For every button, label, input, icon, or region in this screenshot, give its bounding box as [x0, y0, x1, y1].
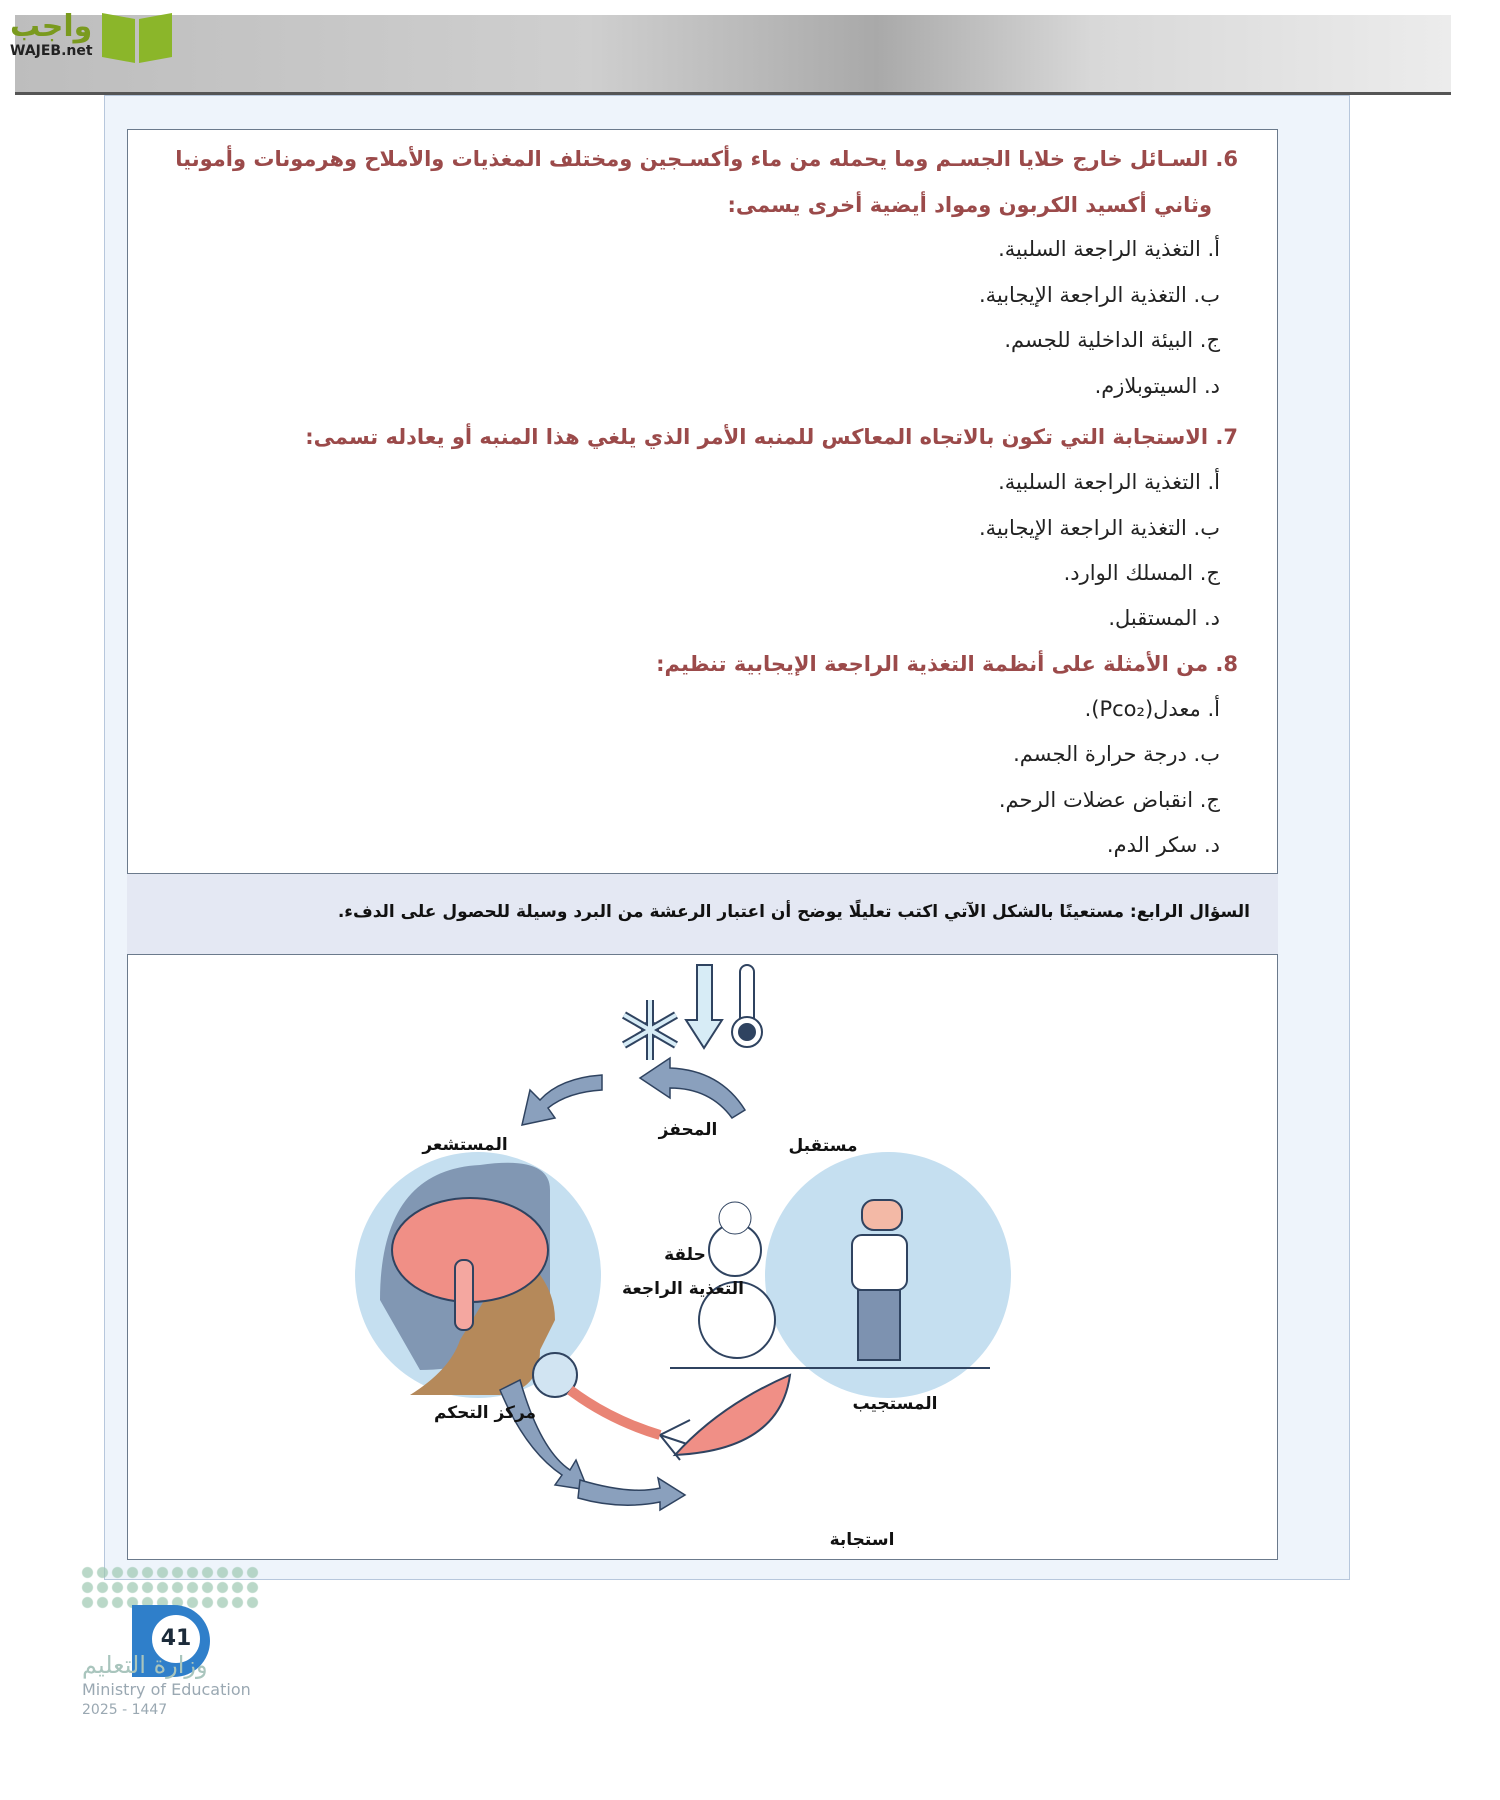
logo-arabic: واجب [10, 9, 93, 44]
q6-option-c[interactable]: ج. البيئة الداخلية للجسم. [1004, 328, 1220, 352]
question-8: 8. من الأمثلة على أنظمة التغذية الراجعة الإيجابية تنظيم: [656, 652, 1238, 676]
q8-option-d[interactable]: د. سكر الدم. [1106, 833, 1220, 857]
label-center-1: حلقة [664, 1245, 706, 1265]
q7-option-d[interactable]: د. المستقبل. [1108, 606, 1220, 630]
ministry-logo [80, 1565, 270, 1725]
year: 2025 - 1447 [82, 1702, 168, 1718]
q7-option-b[interactable]: ب. التغذية الراجعة الإيجابية. [978, 516, 1220, 540]
muscle-illustration [675, 1375, 790, 1455]
q6-option-a[interactable]: أ. التغذية الراجعة السلبية. [998, 237, 1220, 261]
dots-pattern [80, 1565, 260, 1610]
page-number: 41 [150, 1613, 202, 1665]
label-response: استجابة [829, 1530, 895, 1550]
question-6-cont: وثاني أكسيد الكربون ومواد أيضية أخرى يسمى: [727, 193, 1212, 217]
q8-option-a[interactable]: أ. معدل(Pco₂). [1084, 697, 1220, 721]
q7-option-a[interactable]: أ. التغذية الراجعة السلبية. [998, 470, 1220, 494]
question-7: 7. الاستجابة التي تكون بالاتجاه المعاكس للمنبه الأمر الذي يلغي هذا المنبه أو يعادله تسمى: [305, 425, 1238, 449]
neuron-illustration [533, 1353, 690, 1460]
question-4: السؤال الرابع: مستعينًا بالشكل الآتي اكتب تعليلًا يوضح أن اعتبار الرعشة من البرد وسيلة للحصول على الدفء. [337, 902, 1250, 922]
curved-arrow-4 [578, 1478, 685, 1510]
curved-arrow-1 [640, 1058, 745, 1118]
label-sensor: المستشعر [422, 1135, 508, 1155]
label-receptor: مستقبل [788, 1136, 858, 1156]
curved-arrow-2 [522, 1075, 602, 1125]
label-effector: المستجيب [852, 1394, 938, 1414]
question-6: 6. السـائل خارج خلايا الجسـم وما يحمله من ماء وأكسـجين ومختلف المغذيات والأملاح وهرمونات وأمونيا [175, 147, 1238, 171]
label-control-center: مركز التحكم [433, 1403, 537, 1423]
book-icon [97, 5, 177, 65]
thermometer-icon [732, 965, 762, 1047]
q6-option-b[interactable]: ب. التغذية الراجعة الإيجابية. [978, 283, 1220, 307]
q8-option-c[interactable]: ج. انقباض عضلات الرحم. [998, 788, 1220, 812]
label-center-2: التغذية الراجعة [622, 1279, 744, 1299]
person-snowman-illustration [670, 1152, 1011, 1398]
header-banner [15, 15, 1451, 95]
q8-option-b[interactable]: ب. درجة حرارة الجسم. [1013, 742, 1220, 766]
snowflake-icon [624, 1000, 676, 1060]
q6-option-d[interactable]: د. السيتوبلازم. [1094, 374, 1220, 398]
ministry-arabic: وزارة التعليم [82, 1651, 208, 1679]
down-arrow-icon [686, 965, 722, 1048]
logo-english: WAJEB.net [10, 43, 93, 59]
wajeb-logo [10, 5, 177, 65]
label-stimulus: المحفز [658, 1120, 718, 1140]
q7-option-c[interactable]: ج. المسلك الوارد. [1063, 561, 1220, 585]
ministry-english: Ministry of Education [82, 1680, 251, 1699]
